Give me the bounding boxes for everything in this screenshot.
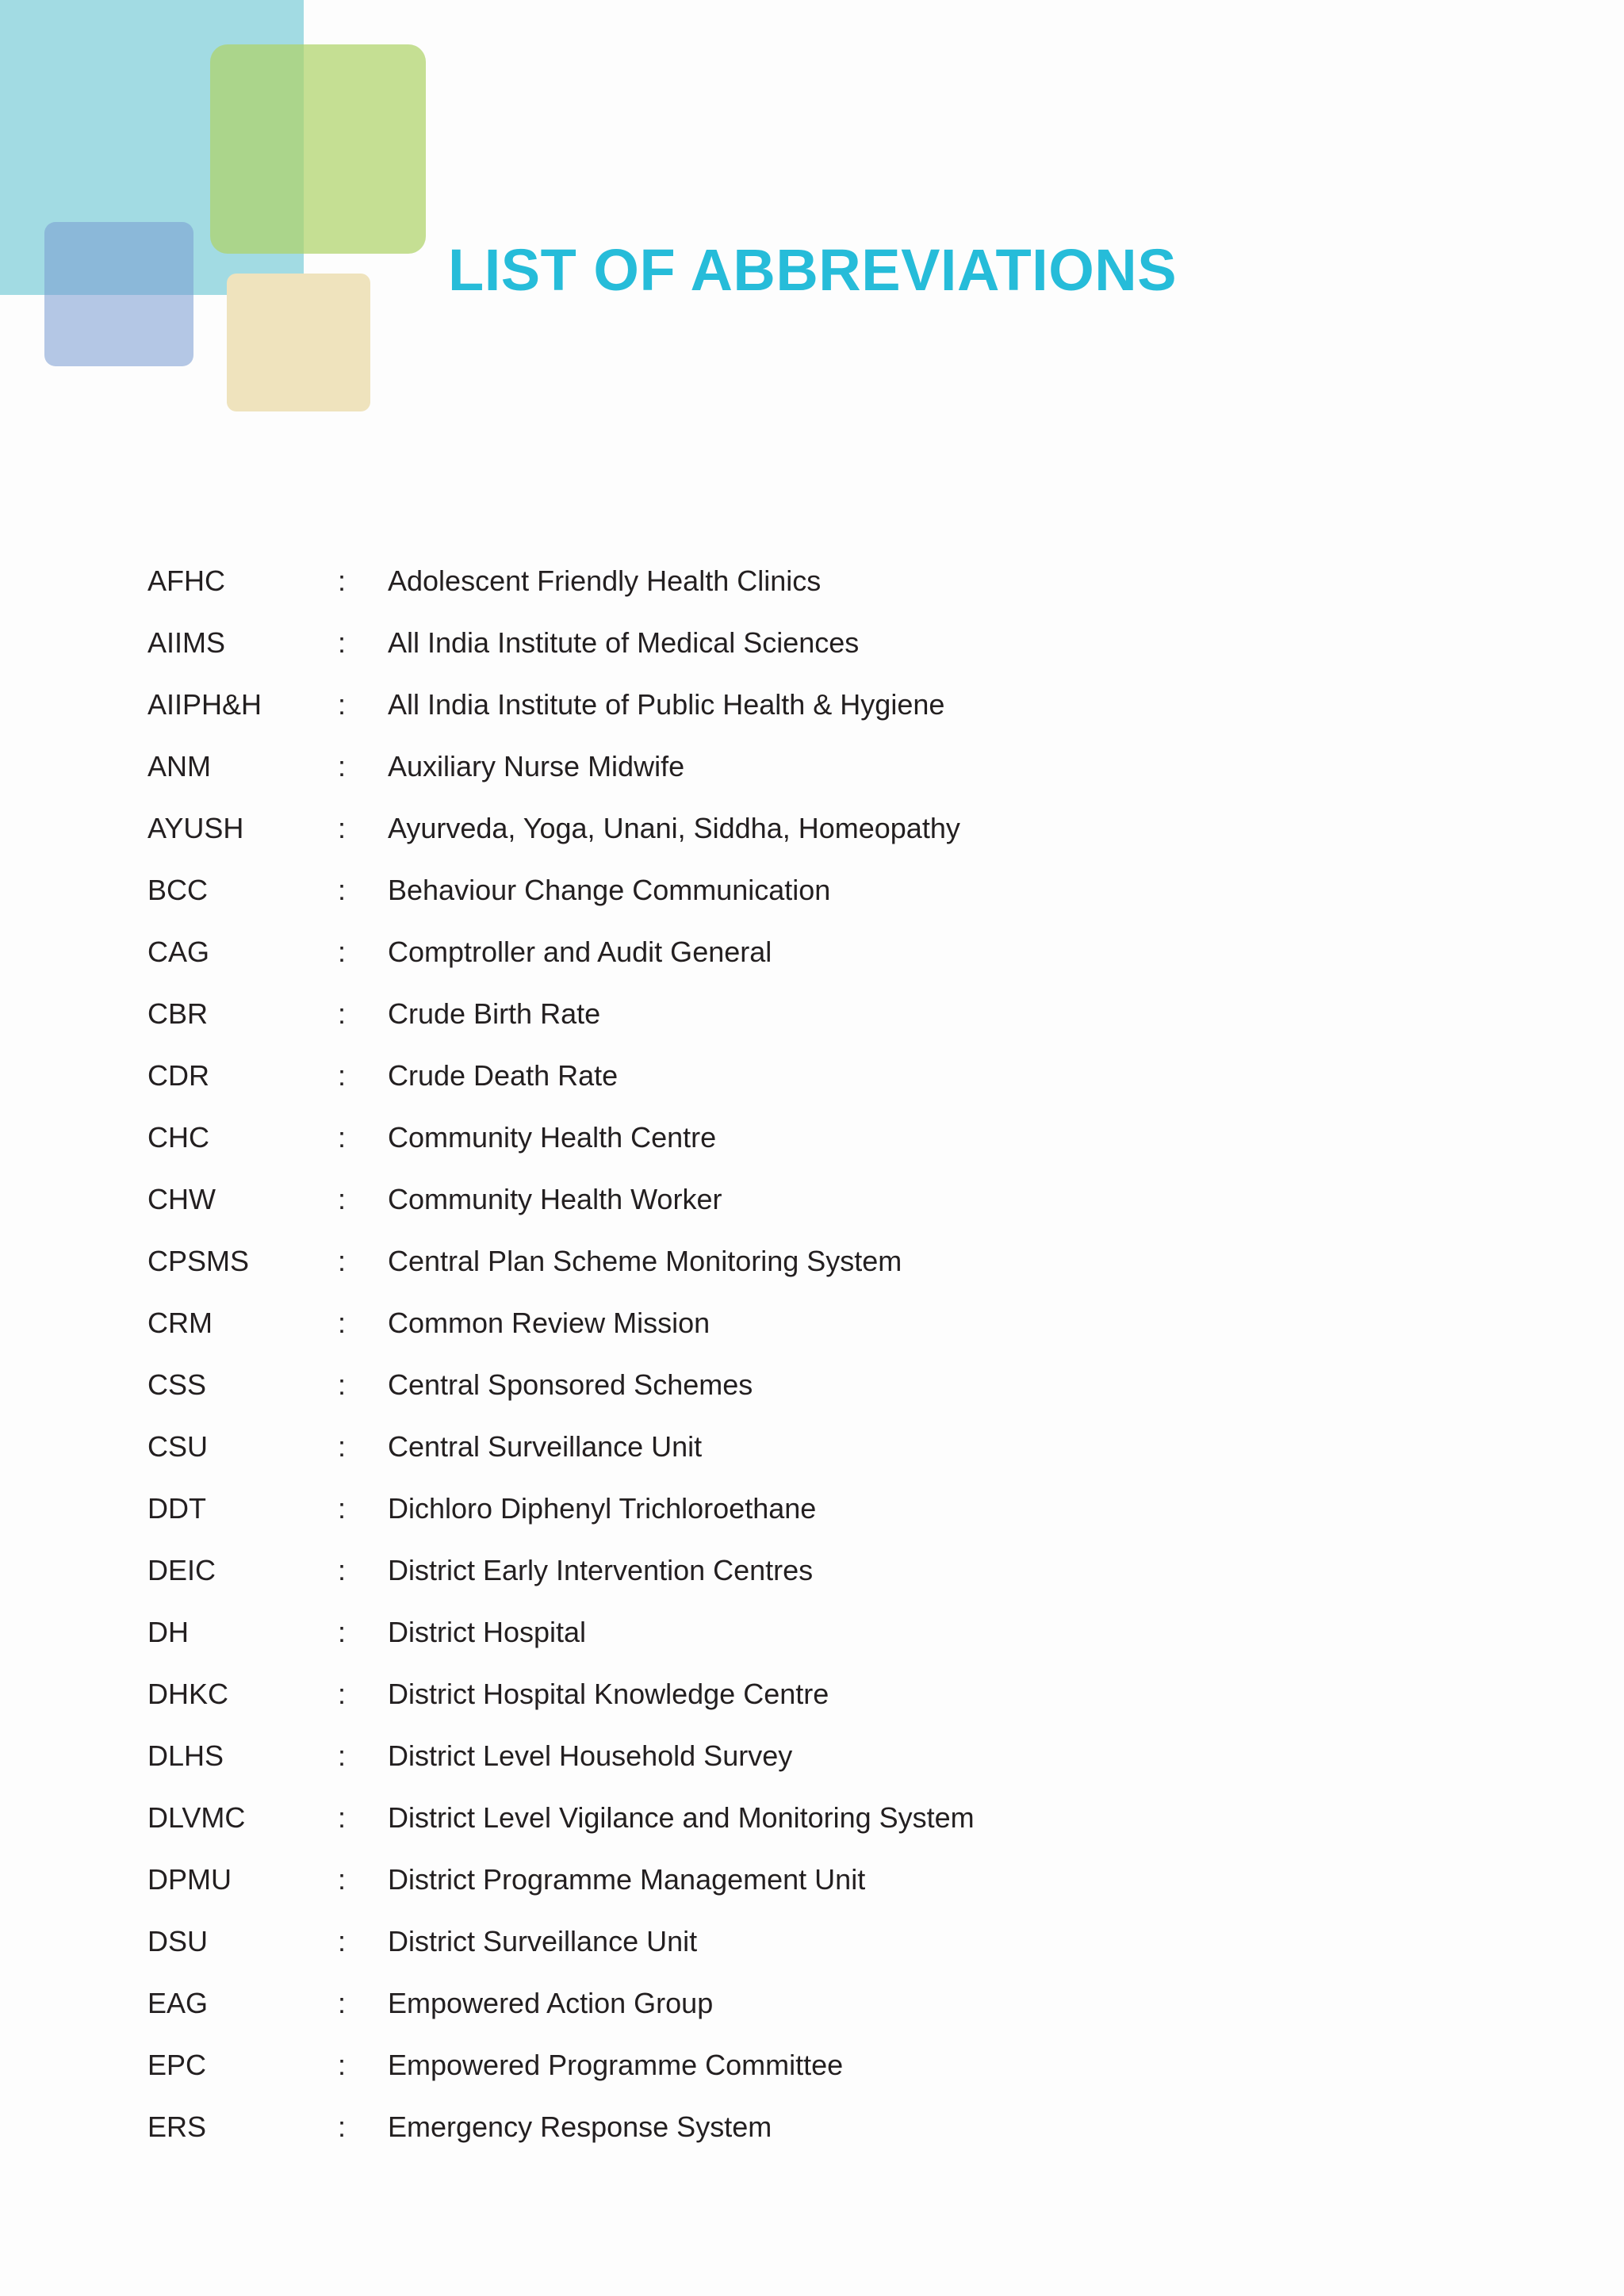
page-title: LIST OF ABBREVIATIONS [448, 237, 1178, 303]
abbreviation-row [147, 1856, 1496, 1918]
abbreviation-term: EPC [147, 2049, 207, 2081]
abbreviation-separator: : [338, 812, 347, 844]
abbreviation-definition: Crude Death Rate [388, 1059, 619, 1092]
decorative-square-green [210, 44, 426, 254]
abbreviation-definition: Community Health Centre [388, 1121, 717, 1154]
abbreviation-row [147, 1794, 1496, 1856]
abbreviation-row [147, 557, 1496, 619]
abbreviation-separator: : [338, 1492, 347, 1525]
abbreviation-row [147, 1238, 1496, 1299]
abbreviation-row [147, 2103, 1496, 2165]
abbreviation-row [147, 1980, 1496, 2042]
abbreviation-term: CBR [147, 997, 209, 1030]
abbreviation-separator: : [338, 1121, 347, 1154]
abbreviation-definition: All India Institute of Medical Sciences [388, 626, 860, 659]
abbreviation-separator: : [338, 874, 347, 906]
abbreviation-term: CPSMS [147, 1245, 250, 1277]
abbreviation-separator: : [338, 626, 347, 659]
abbreviation-definition: District Level Household Survey [388, 1739, 793, 1772]
abbreviation-row [147, 1609, 1496, 1670]
abbreviation-separator: : [338, 1987, 347, 2019]
abbreviation-term: DEIC [147, 1554, 216, 1586]
abbreviation-row [147, 867, 1496, 928]
abbreviation-separator: : [338, 1739, 347, 1772]
abbreviation-separator: : [338, 1616, 347, 1648]
abbreviation-term: AYUSH [147, 812, 244, 844]
abbreviation-separator: : [338, 1368, 347, 1401]
abbreviation-term: CAG [147, 936, 210, 968]
abbreviation-separator: : [338, 1925, 347, 1957]
abbreviation-term: CDR [147, 1059, 209, 1092]
abbreviation-separator: : [338, 1307, 347, 1339]
abbreviation-separator: : [338, 1245, 347, 1277]
abbreviation-separator: : [338, 688, 347, 721]
abbreviation-definition: Common Review Mission [388, 1307, 710, 1339]
abbreviation-separator: : [338, 1863, 347, 1896]
abbreviation-term: DPMU [147, 1863, 232, 1896]
abbreviation-definition: District Hospital Knowledge Centre [388, 1678, 829, 1710]
abbreviation-row [147, 681, 1496, 743]
abbreviation-definition: Central Plan Scheme Monitoring System [388, 1245, 902, 1277]
abbreviation-separator: : [338, 564, 347, 597]
abbreviation-separator: : [338, 1554, 347, 1586]
abbreviation-definition: Community Health Worker [388, 1183, 722, 1215]
abbreviation-definition: District Hospital [388, 1616, 587, 1648]
abbreviation-definition: Empowered Programme Committee [388, 2049, 844, 2081]
abbreviation-separator: : [338, 750, 347, 783]
abbreviation-row [147, 928, 1496, 990]
abbreviation-term: CSU [147, 1430, 209, 1463]
abbreviation-term: ANM [147, 750, 211, 783]
abbreviation-term: DDT [147, 1492, 206, 1525]
abbreviation-term: CRM [147, 1307, 213, 1339]
abbreviation-row [147, 1485, 1496, 1547]
abbreviation-separator: : [338, 1678, 347, 1710]
abbreviation-term: ERS [147, 2110, 207, 2143]
abbreviation-row [147, 743, 1496, 805]
abbreviation-term: DSU [147, 1925, 209, 1957]
abbreviation-row [147, 990, 1496, 1052]
abbreviation-row [147, 1547, 1496, 1609]
abbreviation-definition: Adolescent Friendly Health Clinics [388, 564, 822, 597]
abbreviation-definition: Central Sponsored Schemes [388, 1368, 753, 1401]
abbreviation-definition: District Programme Management Unit [388, 1863, 866, 1896]
abbreviation-term: EAG [147, 1987, 209, 2019]
abbreviation-definition: Central Surveillance Unit [388, 1430, 703, 1463]
abbreviation-row [147, 1176, 1496, 1238]
abbreviation-separator: : [338, 2049, 347, 2081]
abbreviation-row [147, 619, 1496, 681]
abbreviation-definition: Ayurveda, Yoga, Unani, Siddha, Homeopathy [388, 812, 960, 844]
abbreviation-term: DLHS [147, 1739, 224, 1772]
abbreviation-term: CSS [147, 1368, 207, 1401]
abbreviation-definition: Behaviour Change Communication [388, 874, 831, 906]
abbreviation-row [147, 805, 1496, 867]
abbreviation-definition: District Surveillance Unit [388, 1925, 698, 1957]
abbreviation-row [147, 1114, 1496, 1176]
abbreviation-term: AIIMS [147, 626, 226, 659]
decorative-square-blue [44, 222, 193, 366]
abbreviation-separator: : [338, 936, 347, 968]
abbreviation-term: AFHC [147, 564, 225, 597]
abbreviation-row [147, 1423, 1496, 1485]
abbreviation-definition: Dichloro Diphenyl Trichloroethane [388, 1492, 817, 1525]
abbreviation-row [147, 1732, 1496, 1794]
abbreviation-definition: Comptroller and Audit General [388, 936, 772, 968]
abbreviation-definition: District Early Intervention Centres [388, 1554, 814, 1586]
abbreviation-definition: Auxiliary Nurse Midwife [388, 750, 685, 783]
abbreviation-list [147, 557, 1496, 2165]
abbreviation-row [147, 1361, 1496, 1423]
abbreviation-term: CHC [147, 1121, 209, 1154]
abbreviation-separator: : [338, 1183, 347, 1215]
abbreviation-row [147, 1670, 1496, 1732]
decorative-square-beige [227, 274, 370, 411]
abbreviation-separator: : [338, 1801, 347, 1834]
abbreviation-definition: Emergency Response System [388, 2110, 772, 2143]
abbreviation-separator: : [338, 1430, 347, 1463]
abbreviation-row [147, 2042, 1496, 2103]
abbreviation-row [147, 1918, 1496, 1980]
abbreviation-separator: : [338, 1059, 347, 1092]
abbreviation-definition: Empowered Action Group [388, 1987, 714, 2019]
abbreviation-term: AIIPH&H [147, 688, 262, 721]
abbreviation-separator: : [338, 997, 347, 1030]
abbreviation-separator: : [338, 2110, 347, 2143]
abbreviation-term: DH [147, 1616, 189, 1648]
abbreviation-term: DLVMC [147, 1801, 246, 1834]
abbreviation-definition: All India Institute of Public Health & Hygiene [388, 688, 945, 721]
abbreviation-row [147, 1052, 1496, 1114]
abbreviation-definition: District Level Vigilance and Monitoring System [388, 1801, 975, 1834]
abbreviation-row [147, 1299, 1496, 1361]
abbreviation-term: BCC [147, 874, 209, 906]
abbreviation-term: CHW [147, 1183, 216, 1215]
abbreviation-term: DHKC [147, 1678, 229, 1710]
abbreviation-definition: Crude Birth Rate [388, 997, 601, 1030]
